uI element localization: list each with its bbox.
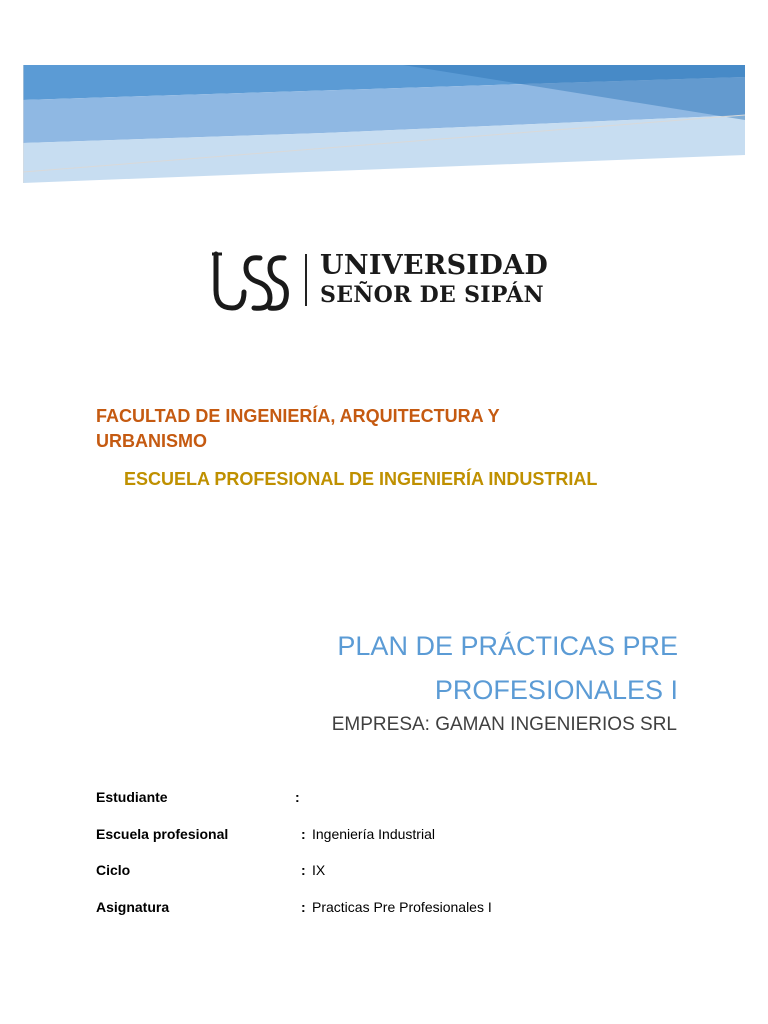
info-colon: : [301, 826, 306, 842]
header-banner [23, 65, 745, 183]
info-label: Ciclo [96, 862, 131, 878]
logo-text-line2: SEÑOR DE SIPÁN [320, 282, 544, 308]
uss-monogram-icon [210, 248, 290, 314]
info-label: Estudiante [96, 789, 168, 805]
info-colon: : [295, 789, 300, 805]
info-value: IX [312, 862, 326, 878]
document-title-line2: PROFESIONALES I [434, 675, 678, 705]
document-title [258, 624, 678, 712]
company-subtitle: EMPRESA: GAMAN INGENIERIOS SRL [331, 714, 677, 735]
info-colon: : [301, 862, 306, 878]
info-row-student [96, 789, 536, 809]
university-logo [210, 248, 560, 314]
document-title-line1: PLAN DE PRÁCTICAS PRE [337, 631, 678, 661]
faculty-heading: FACULTAD DE INGENIERÍA, ARQUITECTURA Y URBANISMO [96, 406, 500, 451]
info-value: Ingeniería Industrial [312, 826, 435, 842]
info-colon: : [301, 899, 306, 915]
logo-text-line1: UNIVERSIDAD [320, 250, 549, 281]
logo-divider [305, 254, 307, 306]
school-heading: ESCUELA PROFESIONAL DE INGENIERÍA INDUSTRIAL [124, 469, 598, 489]
info-value: Practicas Pre Profesionales I [312, 899, 492, 915]
info-label: Asignatura [96, 899, 170, 915]
info-row-subject [96, 899, 536, 919]
info-row-cycle [96, 862, 536, 882]
info-label: Escuela profesional [96, 826, 229, 842]
info-row-school [96, 826, 536, 846]
